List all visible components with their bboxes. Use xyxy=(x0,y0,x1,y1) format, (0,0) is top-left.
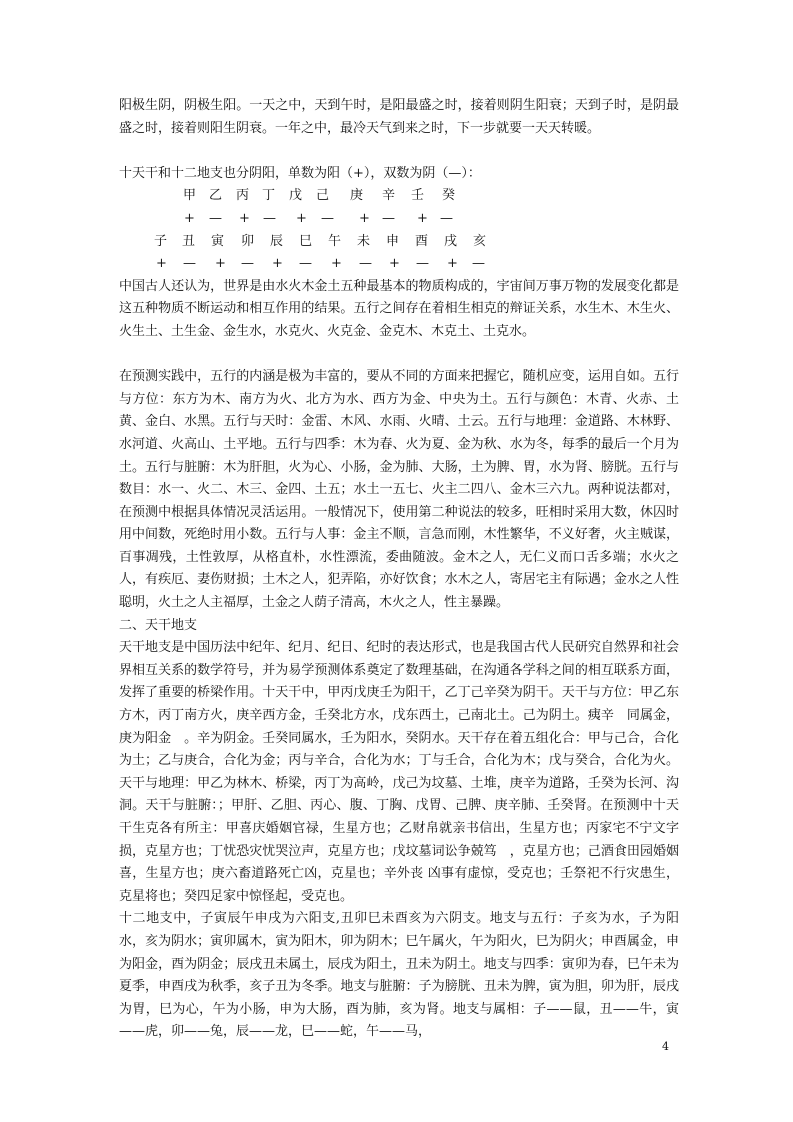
branch-sign: + xyxy=(272,256,283,272)
branch-char: 寅 xyxy=(211,233,225,249)
branch-sign: + xyxy=(331,256,342,272)
branch-char: 亥 xyxy=(473,233,487,249)
branch-char: 子 xyxy=(154,233,168,249)
branch-char: 戌 xyxy=(444,233,458,249)
page-number: 4 xyxy=(662,1040,669,1053)
branch-sign: — xyxy=(416,256,429,272)
stem-sign: + xyxy=(417,210,428,226)
branch-char: 午 xyxy=(328,233,342,249)
stem-sign: — xyxy=(440,210,453,226)
branch-sign: + xyxy=(447,256,458,272)
section-heading: 二、天干地支 xyxy=(119,617,198,633)
branches-sign-row xyxy=(119,253,679,276)
stem-char: 己 xyxy=(316,188,330,204)
branch-sign: — xyxy=(183,256,196,272)
stem-char: 乙 xyxy=(209,188,223,204)
branch-char: 丑 xyxy=(182,233,196,249)
stem-char: 辛 xyxy=(382,188,396,204)
stems-sign-row xyxy=(119,208,679,231)
stem-sign: — xyxy=(263,210,276,226)
stem-char: 丁 xyxy=(262,188,276,204)
stem-sign: + xyxy=(239,210,250,226)
paragraph-heavenly-stems: 天干地支是中国历法中纪年、纪月、纪日、纪时的表达形式，也是我国古代人民研究自然界和社会界相互关系的数学符号，并为易学预测体系奠定了数理基础，在沟通各学科之间的相互联系方面，发挥了重要的桥梁作用。十天干中，甲丙戊庚壬为阳干，乙丁己辛癸为阴干。天干与方位：甲乙东方木，丙丁南方火，庚辛西方金，壬癸北方水，戊东西土，己南北土。己为阴土。痍辛 同属金，庚为阳金 。辛为阴金。壬癸同属水，壬为阳水，癸阴水。天干存在着五组化合：甲与己合，合化为土；乙与庚合，合化为金；丙与辛合，合化为水；丁与壬合，合化为木；戊与癸合，合化为火。天干与地理：甲乙为林木、桥梁，丙丁为高岭，戊己为坟墓、土堆，庚辛为道路，壬癸为长河、沟洞。天干与脏腑：；甲肝、乙胆、丙心、腹、丁胸、戊胃、己脾、庚辛肺、壬癸肾。在预测中十天干生克各有所主：甲喜庆婚姻官禄，生星方也；乙财帛就亲书信出，生星方也；丙家宅不宁文字损，克星方也；丁忧恐灾忧哭泣声，克星方也；戊坟墓词讼争兢笃 ，克星方也；己酒食田园婚姻喜，生星方也；庚六畜道路死亡凶，克星也；辛外丧 凶事有虚惊，受克也；壬祭祀不行灾患生，克星将也；癸四足家中惊怪起，受克也。 xyxy=(119,640,679,904)
branch-sign: + xyxy=(389,256,400,272)
stem-sign: + xyxy=(184,210,195,226)
branch-char: 申 xyxy=(386,233,400,249)
branch-sign: — xyxy=(299,256,312,272)
stem-sign: — xyxy=(209,210,222,226)
paragraph-yin-yang: 阳极生阴，阴极生阳。一天之中，天到午时，是阳最盛之时，接着则阴生阳衰；天到子时，是阴最盛之时，接着则阳生阴衰。一年之中，最冷天气到来之时，下一步就要一天天转暖。 xyxy=(119,98,679,136)
paragraph-stems-branches-intro: 十天干和十二地支也分阴阳，单数为阳（+），双数为阴（—）： xyxy=(119,165,481,181)
branch-sign: — xyxy=(359,256,372,272)
stem-char: 壬 xyxy=(411,188,425,204)
branch-char: 未 xyxy=(357,233,371,249)
stem-char: 戊 xyxy=(289,188,303,204)
branch-sign: + xyxy=(215,256,226,272)
branches-row xyxy=(119,231,679,254)
stem-sign: — xyxy=(382,210,395,226)
branch-char: 卯 xyxy=(241,233,255,249)
branch-char: 巳 xyxy=(299,233,313,249)
paragraph-five-elements-practice: 在预测实践中，五行的内涵是极为丰富的，要从不同的方面来把握它，随机应变，运用自如。五行与方位：东方为木、南方为火、北方为水、西方为金、中央为土。五行与颜色：木青、火赤、土黄、金白、水黑。五行与天时：金雷、木风、水雨、火晴、土云。五行与地理：金道路、木林野、水河道、火高山、土平地。五行与四季：木为春、火为夏、金为秋、水为冬，每季的最后一个月为土。五行与脏腑：木为肝胆，火为心、小肠，金为肺、大肠，土为脾、胃，水为肾、膀胱。五行与数目：水一、火二、木三、金四、土五；水土一五七、火主二四八、金木三六九。两种说法都对，在预测中根据具体情况灵活运用。一般情况下，使用第二种说法的较多，旺相时采用大数，休囚时用中间数，死绝时用小数。五行与人事：金主不顺，言急而刚，木性繁华，不义好奢，火主贼谋，百事凋残，土性敦厚，从格直朴，水性漂流，委曲随波。金木之人，无仁义而口舌多端；水火之人，有疾厄、妻伤财损；土木之人，犯弄陷，亦好饮食；水木之人，寄居宅主有际遇；金水之人性聪明，火土之人主福厚，土金之人荫子清高，木火之人，性主暴躁。 xyxy=(119,369,679,611)
body-text xyxy=(119,95,679,1044)
stem-sign: + xyxy=(359,210,370,226)
branch-char: 辰 xyxy=(270,233,284,249)
stems-row xyxy=(119,185,679,208)
stem-sign: + xyxy=(296,210,307,226)
branch-sign: — xyxy=(472,256,485,272)
branch-char: 酉 xyxy=(415,233,429,249)
paragraph-five-elements: 中国古人还认为，世界是由水火木金土五种最基本的物质构成的，宇宙间万事万物的发展变化都是这五种物质不断运动和相互作用的结果。五行之间存在着相生相克的辩证关系，水生木、木生火、火生土、土生金、金生水，水克火、火克金、金克木、木克土、土克水。 xyxy=(119,278,679,339)
stem-sign: — xyxy=(321,210,334,226)
stem-char: 丙 xyxy=(236,188,250,204)
stem-char: 庚 xyxy=(350,188,364,204)
stem-char: 癸 xyxy=(442,188,456,204)
branch-sign: + xyxy=(156,256,167,272)
stem-char: 甲 xyxy=(183,188,197,204)
paragraph-earthly-branches: 十二地支中，子寅辰午申戌为六阳支,丑卯巳未酉亥为六阴支。地支与五行：子亥为水，子为阳水，亥为阴水；寅卯属木，寅为阳木，卯为阴木；巳午属火，午为阳火，巳为阴火；申酉属金，申为阳金，酉为阴金；辰戌丑未属土，辰戌为阳土，丑未为阴土。地支与四季：寅卯为春，巳午未为夏季，申酉戌为秋季，亥子丑为冬季。地支与脏腑：子为膀胱、丑未为脾，寅为胆，卯为肝，辰戌为胃，巳为心，午为小肠，申为大肠，酉为肺，亥为肾。地支与属相：子——鼠，丑——牛，寅——虎，卯——兔，辰——龙，巳——蛇，午——马， xyxy=(119,911,679,1040)
branch-sign: — xyxy=(241,256,254,272)
